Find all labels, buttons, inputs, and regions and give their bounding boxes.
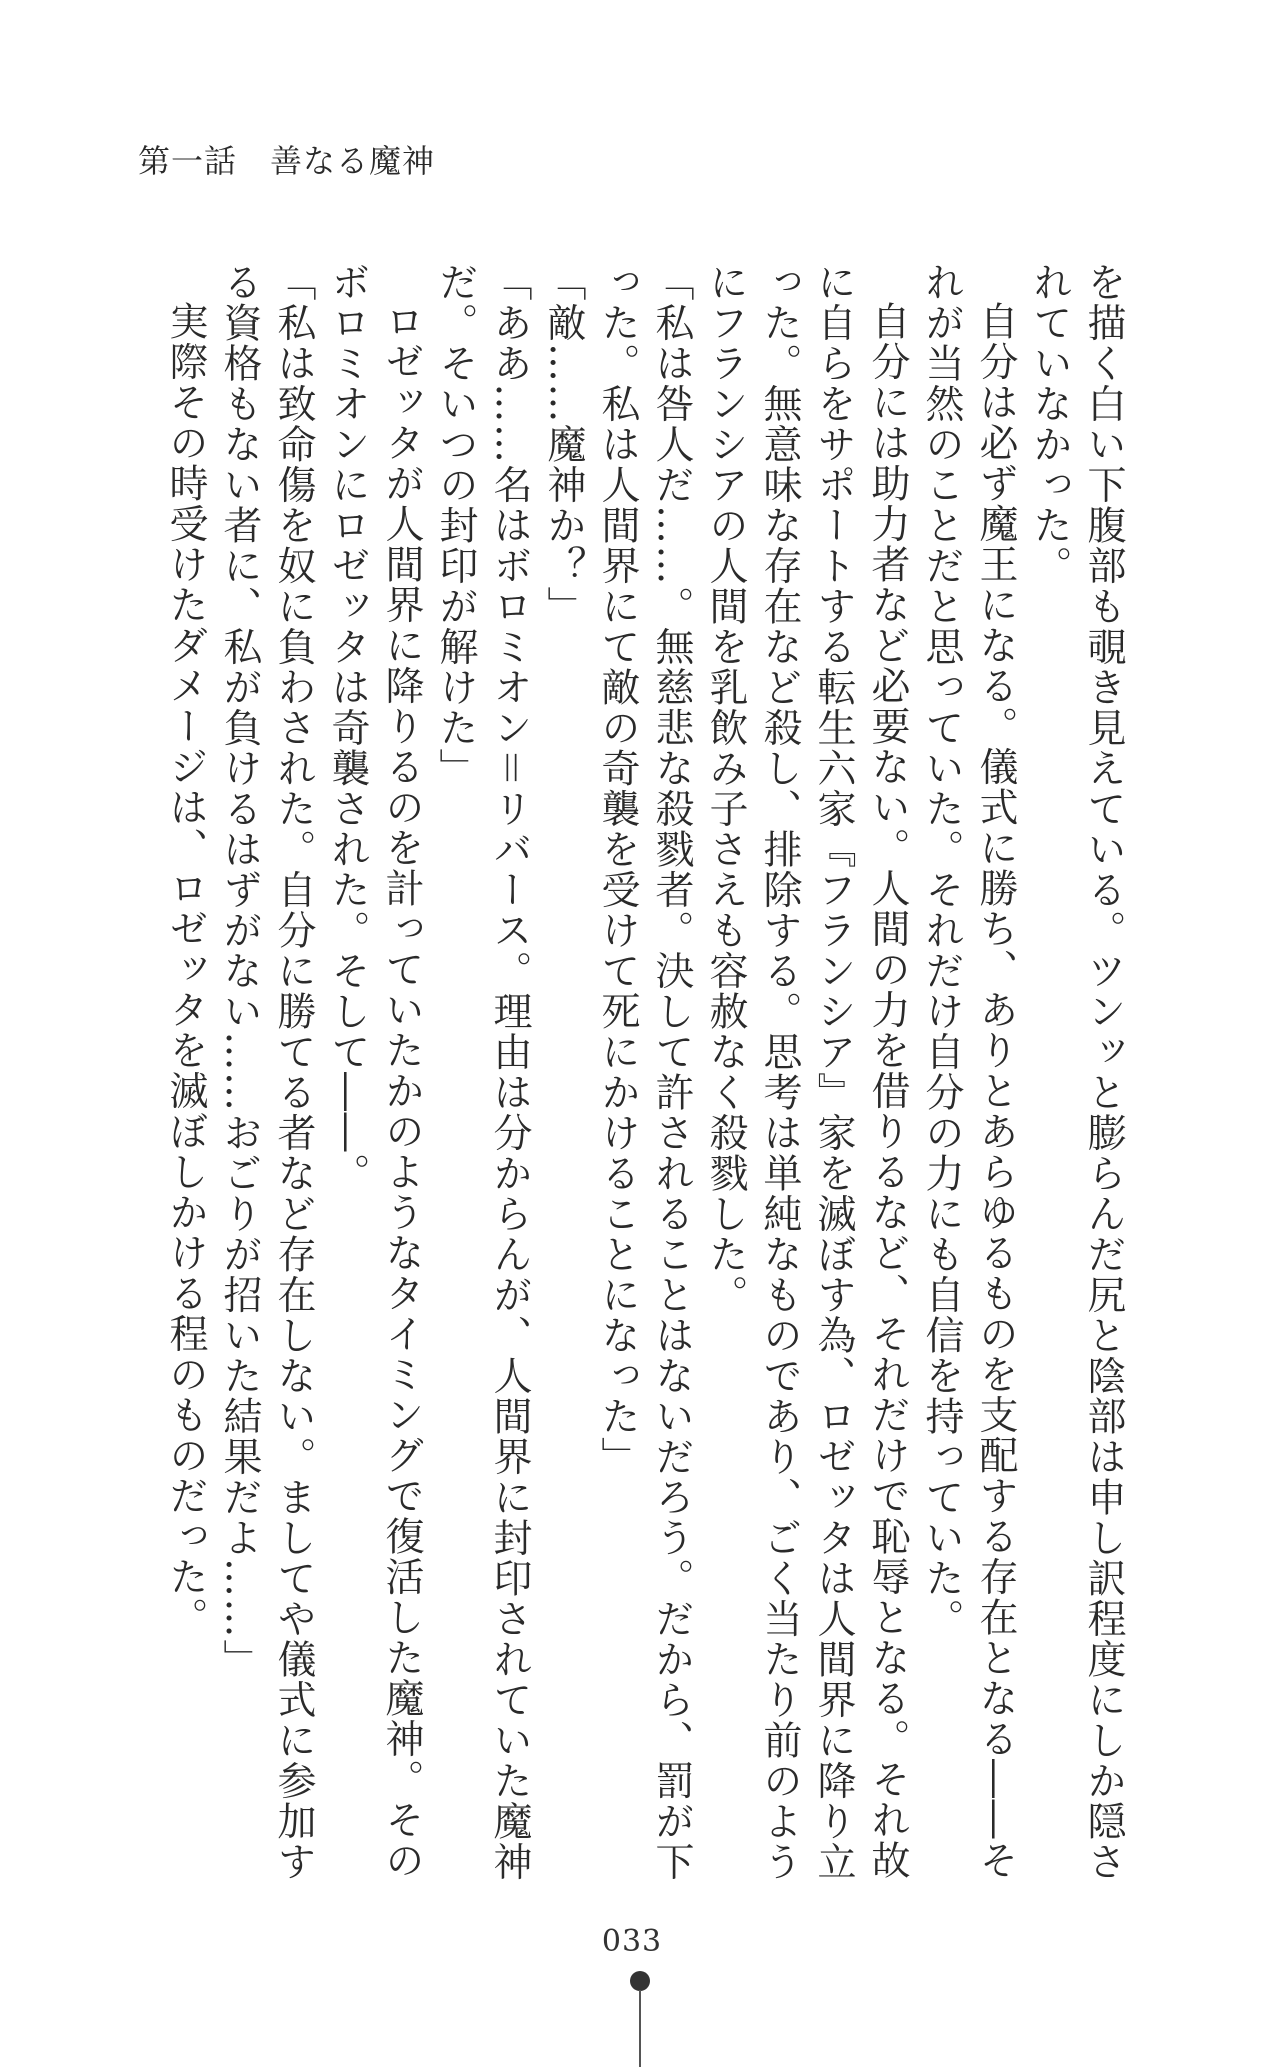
body-text <box>120 262 1130 1902</box>
paragraph: 自分には助力者など必要ない。人間の力を借りるなど、それだけで恥辱となる。それ故に自らをサポートする転生六家『フランシア』家を滅ぼす為、ロゼッタは人間界に降り立った。無意味な存在など殺し、排除する。思考は単純なものであり、ごく当たり前のようにフランシアの人間を乳飲み子さえも容赦なく殺戮した。 <box>703 262 910 1882</box>
page-marker-line <box>639 1990 641 2067</box>
paragraph: ロゼッタが人間界に降りるのを計っていたかのようなタイミングで復活した魔神。そのボロミオンにロゼッタは奇襲された。そして――。 <box>325 262 424 1881</box>
paragraph: を描く白い下腹部も覗き見えている。ツンッと膨らんだ尻と陰部は申し訳程度にしか隠されていなかった。 <box>1027 262 1126 1882</box>
page-number: 033 <box>601 1924 663 1959</box>
page-marker-dot <box>630 1971 650 1991</box>
dialogue-paragraph: 「私は致命傷を奴に負わされた。自分に勝てる者など存在しない。ましてや儀式に参加する資格もない者に、私が負けるはずがない……おごりが招いた結果だよ……」 <box>217 262 316 1882</box>
paragraph: 自分は必ず魔王になる。儀式に勝ち、ありとあらゆるものを支配する存在となる――それが当然のことだと思っていた。それだけ自分の力にも自信を持っていた。 <box>919 262 1018 1881</box>
dialogue-paragraph: 「ああ……名はボロミオン＝リバース。理由は分からんが、人間界に封印されていた魔神だ。そいつの封印が解けた」 <box>433 262 532 1882</box>
dialogue-paragraph: 「私は咎人だ……。無慈悲な殺戮者。決して許されることはないだろう。だから、罰が下った。私は人間界にて敵の奇襲を受けて死にかけることになった」 <box>595 262 694 1882</box>
paragraph: 実際その時受けたダメージは、ロゼッタを滅ぼしかける程のものだった。 <box>163 301 208 1638</box>
chapter-title: 第一話 善なる魔神 <box>138 142 436 180</box>
dialogue-paragraph: 「敵……魔神か？」 <box>541 262 586 627</box>
